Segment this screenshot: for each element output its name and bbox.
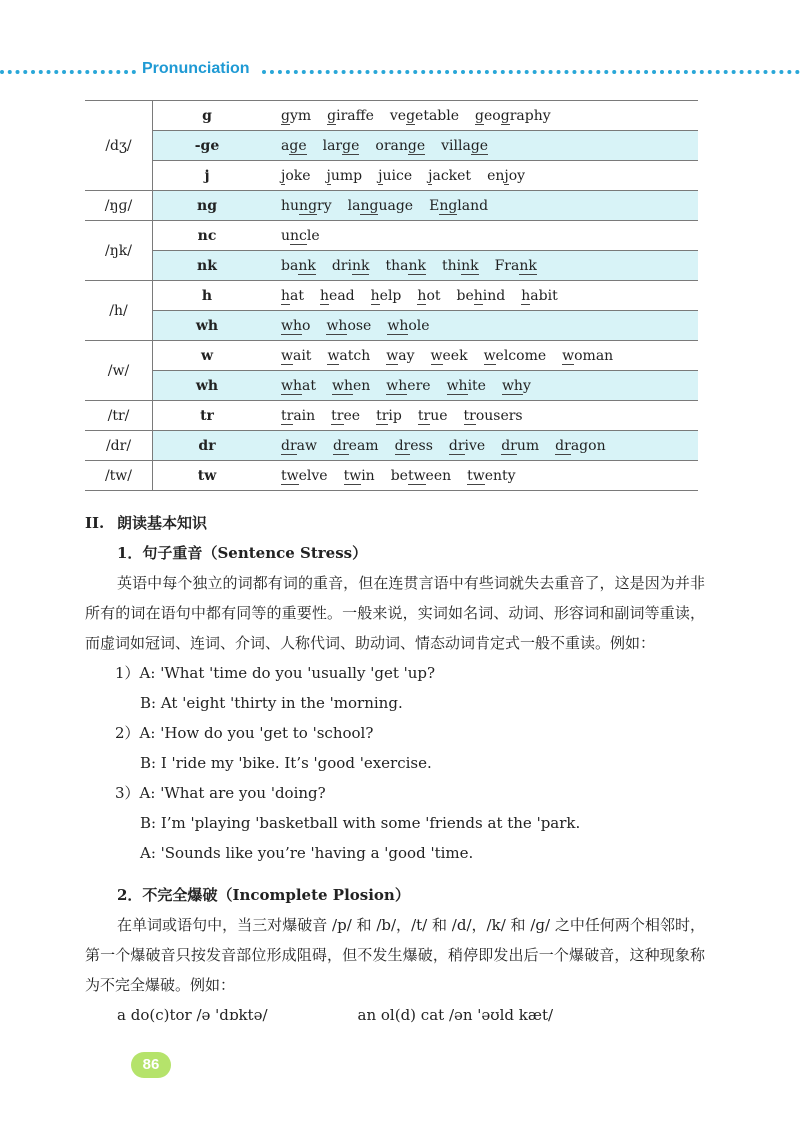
example-word: vegetable bbox=[389, 107, 460, 124]
letter-combination: w bbox=[153, 341, 262, 371]
dialogue-line: B: I’m 'playing 'basketball with some 'friends at the 'park. bbox=[140, 814, 581, 832]
example-word: welcome bbox=[483, 347, 547, 364]
table-row bbox=[85, 131, 698, 161]
example-word: orange bbox=[375, 137, 426, 154]
letter-combination: h bbox=[153, 281, 262, 311]
example-words bbox=[261, 191, 698, 221]
example-word: age bbox=[281, 137, 307, 154]
page-header bbox=[0, 60, 800, 84]
dialogue-line: A: 'Sounds like you’re 'having a 'good 'time. bbox=[140, 844, 474, 862]
example-word: Frank bbox=[494, 257, 537, 274]
example-words bbox=[261, 341, 698, 371]
example-word: tree bbox=[331, 407, 361, 424]
letter-combination: tr bbox=[153, 401, 262, 431]
example-word: woman bbox=[562, 347, 614, 364]
example-doctor: a do(c)tor /ə 'dɒktə/ bbox=[117, 1006, 268, 1024]
table-row bbox=[85, 251, 698, 281]
example-word: large bbox=[322, 137, 360, 154]
example-word: train bbox=[281, 407, 316, 424]
section-number: II. bbox=[85, 514, 105, 532]
example-word: trip bbox=[376, 407, 402, 424]
example-word: bank bbox=[281, 257, 316, 274]
table-row bbox=[85, 281, 698, 311]
letter-combination: wh bbox=[153, 311, 262, 341]
letter-combination: nc bbox=[153, 221, 262, 251]
example-word: who bbox=[281, 317, 311, 334]
header-dots-left bbox=[0, 70, 136, 74]
example-word: jump bbox=[326, 167, 363, 184]
example-words bbox=[261, 251, 698, 281]
letter-combination: nk bbox=[153, 251, 262, 281]
dialogue-line: B: At 'eight 'thirty in the 'morning. bbox=[140, 694, 403, 712]
paragraph-incomplete-plosion bbox=[85, 910, 705, 1000]
example-word: drive bbox=[448, 437, 486, 454]
example-word: why bbox=[501, 377, 531, 394]
example-word: wait bbox=[281, 347, 312, 364]
example-word: giraffe bbox=[327, 107, 374, 124]
letter-combination: g bbox=[153, 101, 262, 131]
example-word: dragon bbox=[555, 437, 606, 454]
example-words bbox=[261, 461, 698, 491]
example-word: England bbox=[429, 197, 489, 214]
dialogue-line: 3）A: 'What are you 'doing? bbox=[115, 784, 326, 802]
example-words bbox=[261, 401, 698, 431]
header-dots-right bbox=[262, 70, 800, 74]
phonetic-symbol: /dʒ/ bbox=[85, 101, 153, 191]
example-word: head bbox=[320, 287, 355, 304]
paragraph-text: 在单词或语句中，当三对爆破音 /p/ 和 /b/，/t/ 和 /d/，/k/ 和 /ɡ/ 之中任何两个相邻时，第一个爆破音只按发音部位形成阻碍，但不发生爆破，稍停即发出后一个爆破音，这种现象称为不完全爆破。例如： bbox=[85, 916, 705, 994]
example-word: twin bbox=[343, 467, 375, 484]
subsection-title-incomplete-plosion: 2．不完全爆破（Incomplete Plosion） bbox=[117, 886, 410, 904]
table-row bbox=[85, 161, 698, 191]
page-number: 86 bbox=[131, 1052, 171, 1078]
example-word: joke bbox=[281, 167, 311, 184]
phonetic-symbol: /tw/ bbox=[85, 461, 153, 491]
example-word: hat bbox=[281, 287, 305, 304]
example-word: twelve bbox=[281, 467, 328, 484]
example-word: whole bbox=[387, 317, 430, 334]
phonetic-symbol: /ŋk/ bbox=[85, 221, 153, 281]
example-word: juice bbox=[378, 167, 413, 184]
table-row bbox=[85, 371, 698, 401]
paragraph-sentence-stress bbox=[85, 568, 705, 658]
example-word: true bbox=[417, 407, 448, 424]
header-title: Pronunciation bbox=[142, 60, 250, 77]
example-word: way bbox=[386, 347, 415, 364]
example-word: behind bbox=[456, 287, 506, 304]
section-heading bbox=[85, 508, 705, 538]
table-row bbox=[85, 101, 698, 131]
example-word: uncle bbox=[281, 227, 320, 244]
table-row bbox=[85, 311, 698, 341]
example-word: where bbox=[386, 377, 431, 394]
table-row bbox=[85, 461, 698, 491]
main-content bbox=[85, 508, 705, 1030]
dialogue-list bbox=[85, 658, 705, 868]
example-word: trousers bbox=[463, 407, 523, 424]
example-line bbox=[85, 1000, 705, 1030]
example-old-cat: an ol(d) cat /ən 'əʊld kæt/ bbox=[357, 1006, 554, 1024]
table-row bbox=[85, 431, 698, 461]
example-word: gym bbox=[281, 107, 312, 124]
example-words bbox=[261, 161, 698, 191]
example-word: white bbox=[446, 377, 486, 394]
example-word: draw bbox=[281, 437, 317, 454]
example-words bbox=[261, 101, 698, 131]
phonetic-symbol: /ŋɡ/ bbox=[85, 191, 153, 221]
example-word: language bbox=[347, 197, 414, 214]
example-words bbox=[261, 281, 698, 311]
example-word: whose bbox=[326, 317, 372, 334]
example-word: habit bbox=[521, 287, 558, 304]
example-words bbox=[261, 221, 698, 251]
letter-combination: j bbox=[153, 161, 262, 191]
example-word: jacket bbox=[428, 167, 472, 184]
phonetic-symbol: /h/ bbox=[85, 281, 153, 341]
example-word: village bbox=[441, 137, 489, 154]
example-word: week bbox=[430, 347, 468, 364]
letter-combination: tw bbox=[153, 461, 262, 491]
example-words bbox=[261, 431, 698, 461]
letter-combination: -ge bbox=[153, 131, 262, 161]
example-word: dream bbox=[333, 437, 379, 454]
phonetic-symbol: /w/ bbox=[85, 341, 153, 401]
letter-combination: ng bbox=[153, 191, 262, 221]
example-word: between bbox=[390, 467, 452, 484]
letter-combination: dr bbox=[153, 431, 262, 461]
example-word: twenty bbox=[467, 467, 516, 484]
example-word: dress bbox=[394, 437, 433, 454]
example-word: geography bbox=[475, 107, 551, 124]
dialogue-line: 2）A: 'How do you 'get to 'school? bbox=[115, 724, 374, 742]
example-words bbox=[261, 311, 698, 341]
dialogue-line: B: I 'ride my 'bike. It’s 'good 'exercise. bbox=[140, 754, 432, 772]
example-word: help bbox=[370, 287, 402, 304]
example-word: watch bbox=[327, 347, 371, 364]
paragraph-text: 英语中每个独立的词都有词的重音，但在连贯言语中有些词就失去重音了，这是因为并非所有的词在语句中都有同等的重要性。一般来说，实词如名词、动词、形容词和副词等重读，而虚词如冠词、连词、介词、人称代词、助动词、情态动词肯定式一般不重读。例如： bbox=[85, 574, 705, 652]
example-word: drum bbox=[501, 437, 540, 454]
example-word: think bbox=[441, 257, 479, 274]
table-row bbox=[85, 221, 698, 251]
phonetic-symbol: /dr/ bbox=[85, 431, 153, 461]
phonics-table bbox=[85, 100, 698, 491]
table-row bbox=[85, 341, 698, 371]
dialogue-line: 1）A: 'What 'time do you 'usually 'get 'up? bbox=[115, 664, 436, 682]
table-row bbox=[85, 401, 698, 431]
section-title: 朗读基本知识 bbox=[117, 514, 208, 532]
example-word: when bbox=[331, 377, 371, 394]
example-word: hot bbox=[417, 287, 441, 304]
example-word: hungry bbox=[281, 197, 332, 214]
example-word: what bbox=[281, 377, 316, 394]
example-word: enjoy bbox=[487, 167, 526, 184]
example-word: thank bbox=[385, 257, 426, 274]
example-words bbox=[261, 371, 698, 401]
example-word: drink bbox=[331, 257, 370, 274]
letter-combination: wh bbox=[153, 371, 262, 401]
phonetic-symbol: /tr/ bbox=[85, 401, 153, 431]
example-words bbox=[261, 131, 698, 161]
table-row bbox=[85, 191, 698, 221]
subsection-title-sentence-stress: 1．句子重音（Sentence Stress） bbox=[117, 544, 368, 562]
